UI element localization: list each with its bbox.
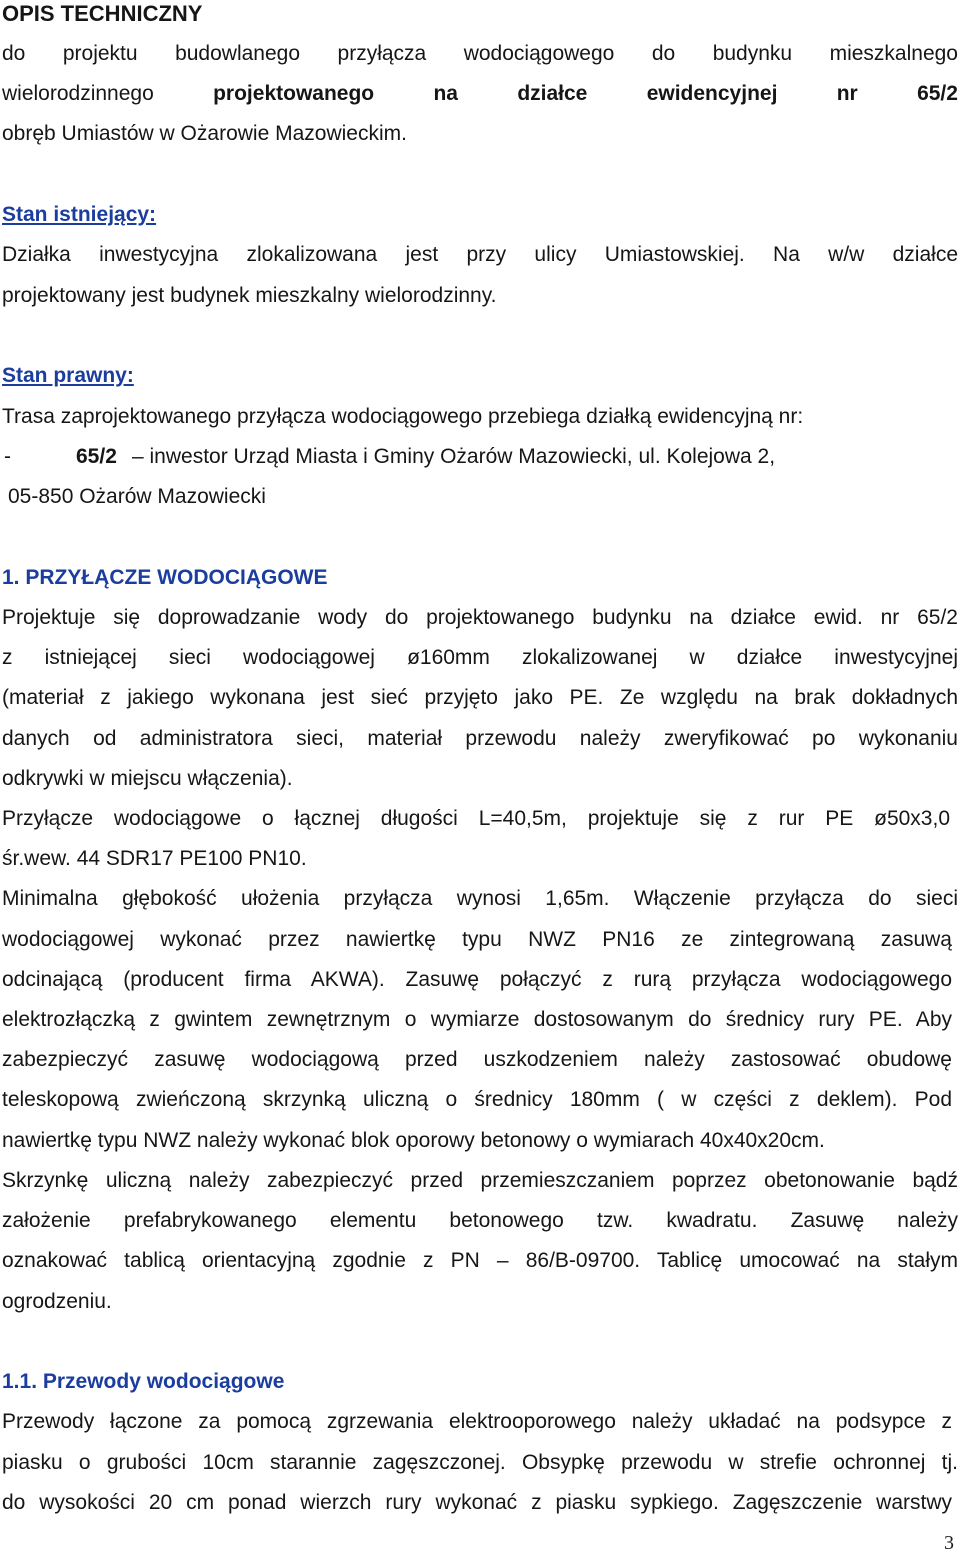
page-number: 3 [944, 1532, 954, 1554]
list-dash: - [4, 445, 11, 468]
section-1-1-line: Przewody łączone za pomocą zgrzewania elektrooporowego należy układać na podsypce z [2, 1410, 952, 1433]
section-1-line: odcinającą (producent firma AKWA). Zasuwę połączyć z rurą przyłącza wodociągowego [2, 968, 952, 991]
intro-line-3: obręb Umiastów w Ożarowie Mazowieckim. [2, 122, 407, 145]
stan-prawny-heading: Stan prawny: [2, 364, 134, 387]
section-1-line: śr.wew. 44 SDR17 PE100 PN10. [2, 847, 307, 870]
section-1-1-line: piasku o grubości 10cm starannie zagęszczonej. Obsypkę przewodu w strefie ochronnej tj. [2, 1451, 958, 1474]
section-1-line: (materiał z jakiego wykonana jest sieć przyjęto jako PE. Ze względu na brak dokładnych [2, 686, 958, 709]
intro-word-bold: nr [836, 82, 858, 105]
stan-istniejacy-heading: Stan istniejący: [2, 203, 157, 226]
section-1-1-heading: 1.1. Przewody wodociągowe [2, 1370, 285, 1393]
intro-word-bold: 65/2 [917, 82, 958, 105]
section-1-line: nawiertkę typu NWZ należy wykonać blok oporowy betonowy o wymiarach 40x40x20cm. [2, 1129, 825, 1152]
section-1-heading: 1. PRZYŁĄCZE WODOCIĄGOWE [2, 566, 328, 589]
document-title: OPIS TECHNICZNY [2, 1, 203, 26]
intro-word-bold: działce [517, 82, 588, 105]
section-1-line: zabezpieczyć zasuwę wodociągową przed uszkodzeniem należy zastosować obudowę [2, 1048, 952, 1071]
stan-prawny-line-1: Trasa zaprojektowanego przyłącza wodociągowego przebiega działką ewidencyjną nr: [2, 405, 804, 428]
stan-prawny-list-item [2, 443, 958, 471]
intro-word-bold: na [433, 82, 458, 105]
intro-line-2 [2, 80, 958, 108]
stan-istniejacy-line-2: projektowany jest budynek mieszkalny wielorodzinny. [2, 284, 497, 307]
section-1-1-line: do wysokości 20 cm ponad wierzch rury wykonać z piasku sypkiego. Zagęszczenie warstwy [2, 1491, 952, 1514]
section-1-line: Skrzynkę uliczną należy zabezpieczyć przed przemieszczaniem poprzez obetonowanie bądź [2, 1169, 958, 1192]
intro-word-bold: projektowanego [213, 82, 375, 105]
stan-istniejacy-line-1: Działka inwestycyjna zlokalizowana jest przy ulicy Umiastowskiej. Na w/w działce [2, 243, 958, 266]
section-1-line: ogrodzeniu. [2, 1290, 112, 1313]
section-1-line: elektrozłączką z gwintem zewnętrznym o wymiarze dostosowanym do średnicy rury PE. Aby [2, 1008, 952, 1031]
intro-line-1: do projektu budowlanego przyłącza wodociągowego do budynku mieszkalnego [2, 42, 958, 65]
section-1-line: Projektuje się doprowadzanie wody do projektowanego budynku na działce ewid. nr 65/2 [2, 606, 958, 629]
section-1-line: danych od administratora sieci, materiał przewodu należy zweryfikować po wykonaniu [2, 727, 958, 750]
intro-word: wielorodzinnego [2, 82, 154, 105]
section-1-line: odkrywki w miejscu włączenia). [2, 767, 293, 790]
intro-word-bold: ewidencyjnej [646, 82, 778, 105]
section-1-line: Minimalna głębokość ułożenia przyłącza wynosi 1,65m. Włączenie przyłącza do sieci [2, 887, 958, 910]
section-1-line: z istniejącej sieci wodociągowej ø160mm zlokalizowanej w działce inwestycyjnej [2, 646, 958, 669]
stan-prawny-address: 05-850 Ożarów Mazowiecki [8, 485, 266, 508]
parcel-number: 65/2 [76, 445, 117, 468]
section-1-line: oznakować tablicą orientacyjną zgodnie z PN – 86/B-09700. Tablicę umocować na stałym [2, 1249, 958, 1272]
investor-info: – inwestor Urząd Miasta i Gminy Ożarów Mazowiecki, ul. Kolejowa 2, [132, 445, 776, 468]
section-1-line: założenie prefabrykowanego elementu betonowego tzw. kwadratu. Zasuwę należy [2, 1209, 958, 1232]
section-1-line: Przyłącze wodociągowe o łącznej długości L=40,5m, projektuje się z rur PE ø50x3,0 [2, 807, 950, 830]
section-1-line: wodociągowej wykonać przez nawiertkę typu NWZ PN16 ze zintegrowaną zasuwą [2, 928, 952, 951]
section-1-line: teleskopową zwieńczoną skrzynką uliczną o średnicy 180mm ( w części z deklem). Pod [2, 1088, 952, 1111]
